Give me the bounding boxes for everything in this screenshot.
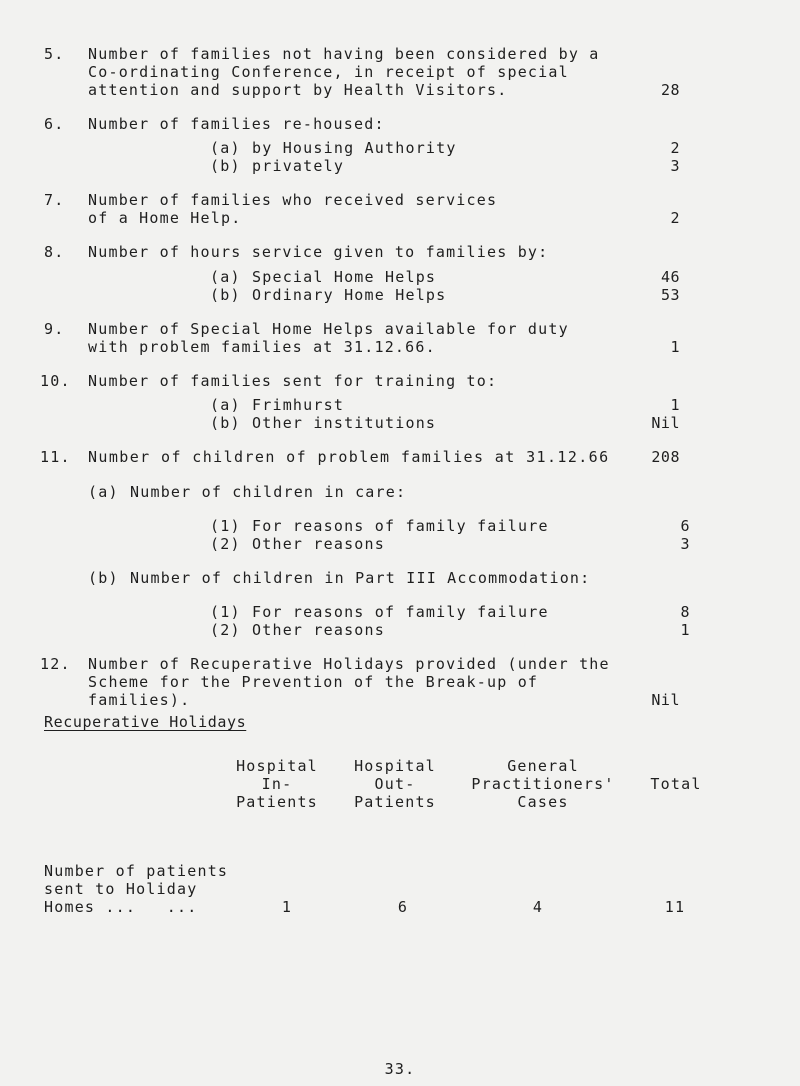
item-8-a-label: (a) xyxy=(210,268,241,286)
item-5-number: 5. xyxy=(44,45,65,63)
row-label-line-3: Homes ... ... xyxy=(44,898,198,916)
item-6-a-value: 2 xyxy=(670,139,680,157)
col-2-line-2: Out- xyxy=(374,775,416,793)
item-12-value: Nil xyxy=(651,691,680,709)
item-11-b1-text: For reasons of family failure xyxy=(252,603,549,621)
col-4-total: Total xyxy=(650,775,702,793)
item-11-b2-label: (2) xyxy=(210,621,241,639)
item-10-a-label: (a) xyxy=(210,396,241,414)
item-6-a-text: by Housing Authority xyxy=(252,139,457,157)
item-11-b1-label: (1) xyxy=(210,603,241,621)
item-7-line-2: of a Home Help. xyxy=(88,209,242,227)
item-11-a2-label: (2) xyxy=(210,535,241,553)
item-6-number: 6. xyxy=(44,115,65,133)
col-3-line-3: Cases xyxy=(517,793,569,811)
item-11-a1-text: For reasons of family failure xyxy=(252,517,549,535)
col-3-line-1: General xyxy=(507,757,579,775)
item-11-number: 11. xyxy=(40,448,71,466)
item-10-a-text: Frimhurst xyxy=(252,396,345,414)
item-11-value: 208 xyxy=(651,448,680,466)
item-8-b-value: 53 xyxy=(660,286,680,304)
item-11-a-title: Number of children in care: xyxy=(130,483,407,501)
item-7-value: 2 xyxy=(670,209,680,227)
item-10-a-value: 1 xyxy=(670,396,680,414)
item-8-number: 8. xyxy=(44,243,65,261)
item-8-b-label: (b) xyxy=(210,286,241,304)
item-5-line-1: Number of families not having been considered by a xyxy=(88,45,600,63)
item-10-title: Number of families sent for training to: xyxy=(88,372,498,390)
item-12-number: 12. xyxy=(40,655,71,673)
item-11-b2-value: 1 xyxy=(680,621,690,639)
item-11-b1-value: 8 xyxy=(680,603,690,621)
item-6-b-value: 3 xyxy=(670,157,680,175)
item-5-value: 28 xyxy=(660,81,680,99)
item-5-line-3: attention and support by Health Visitors. xyxy=(88,81,508,99)
item-8-a-value: 46 xyxy=(660,268,680,286)
item-6-a-label: (a) xyxy=(210,139,241,157)
item-5-line-2: Co-ordinating Conference, in receipt of special xyxy=(88,63,569,81)
item-8-b-text: Ordinary Home Helps xyxy=(252,286,447,304)
item-11-title: Number of children of problem families at 31.12.66 xyxy=(88,448,610,466)
item-11-b-title: Number of children in Part III Accommodation: xyxy=(130,569,591,587)
row-label-line-2: sent to Holiday xyxy=(44,880,198,898)
item-11-a-label: (a) xyxy=(88,483,119,501)
item-9-line-1: Number of Special Home Helps available for duty xyxy=(88,320,569,338)
col-1-line-2: In- xyxy=(261,775,293,793)
item-8-a-text: Special Home Helps xyxy=(252,268,437,286)
item-11-a2-value: 3 xyxy=(680,535,690,553)
row-label-line-1: Number of patients xyxy=(44,862,229,880)
item-11-a2-text: Other reasons xyxy=(252,535,385,553)
item-9-number: 9. xyxy=(44,320,65,338)
row-value-outpatients: 6 xyxy=(397,898,409,916)
item-10-b-value: Nil xyxy=(651,414,680,432)
item-9-value: 1 xyxy=(670,338,680,356)
col-3-line-2: Practitioners' xyxy=(471,775,615,793)
item-10-b-label: (b) xyxy=(210,414,241,432)
item-11-b2-text: Other reasons xyxy=(252,621,385,639)
item-6-b-text: privately xyxy=(252,157,345,175)
col-2-line-3: Patients xyxy=(354,793,436,811)
item-11-a1-value: 6 xyxy=(680,517,690,535)
item-7-line-1: Number of families who received services xyxy=(88,191,498,209)
item-8-title: Number of hours service given to families by: xyxy=(88,243,549,261)
item-6-title: Number of families re-housed: xyxy=(88,115,385,133)
item-12-line-2: Scheme for the Prevention of the Break-up of xyxy=(88,673,539,691)
row-value-inpatients: 1 xyxy=(281,898,293,916)
col-1-line-1: Hospital xyxy=(236,757,318,775)
item-10-number: 10. xyxy=(40,372,71,390)
col-1-line-3: Patients xyxy=(236,793,318,811)
recuperative-heading: Recuperative Holidays xyxy=(44,713,247,731)
row-value-gp-cases: 4 xyxy=(532,898,544,916)
item-11-b-label: (b) xyxy=(88,569,119,587)
item-9-line-2: with problem families at 31.12.66. xyxy=(88,338,436,356)
col-2-line-1: Hospital xyxy=(354,757,436,775)
row-value-total: 11 xyxy=(664,898,686,916)
item-7-number: 7. xyxy=(44,191,65,209)
item-10-b-text: Other institutions xyxy=(252,414,437,432)
item-6-b-label: (b) xyxy=(210,157,241,175)
item-12-line-1: Number of Recuperative Holidays provided (under the xyxy=(88,655,610,673)
item-12-line-3: families). xyxy=(88,691,191,709)
page-number: 33. xyxy=(384,1060,416,1078)
item-11-a1-label: (1) xyxy=(210,517,241,535)
